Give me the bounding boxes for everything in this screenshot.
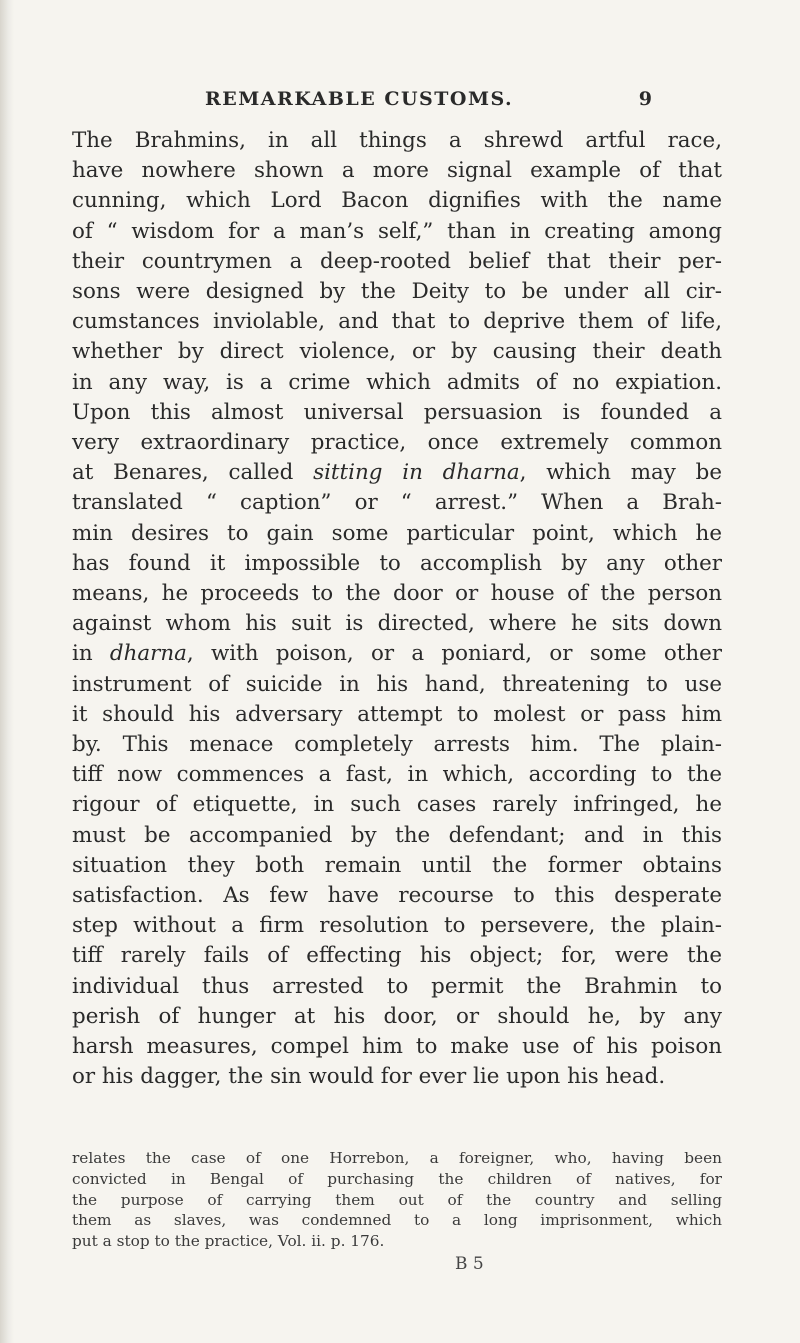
text-line: have nowhere shown a more signal example of that: [72, 158, 722, 184]
text-line: instrument of suicide in his hand, threatening to use: [72, 671, 722, 697]
text-line: The Brahmins, in all things a shrewd artful race,: [72, 128, 722, 153]
text-line: perish of hunger at his door, or should he, by any: [72, 1003, 722, 1029]
text-line: translated “ caption” or “ arrest.” When a Brah-: [72, 490, 722, 516]
text-line: in dharna, with poison, or a poniard, or some other: [72, 641, 722, 667]
text-line: of “ wisdom for a man’s self,” than in creating among: [72, 218, 722, 244]
footnote-line: put a stop to the practice, Vol. ii. p. 176.: [72, 1232, 385, 1251]
footnote-line: convicted in Bengal of purchasing the children of natives, for: [72, 1169, 722, 1188]
text-line: rigour of etiquette, in such cases rarely infringed, he: [72, 792, 722, 818]
text-line: situation they both remain until the former obtains: [72, 852, 722, 878]
text-line: against whom his suit is directed, where he sits down: [72, 611, 722, 637]
text-line: Upon this almost universal persuasion is founded a: [72, 399, 722, 425]
text-line: min desires to gain some particular point, which he: [72, 520, 722, 546]
text-line: tiff now commences a fast, in which, according to the: [72, 762, 722, 788]
main-text: [72, 126, 722, 1093]
text-line: satisfaction. As few have recourse to this desperate: [72, 883, 722, 909]
text-line: sons were designed by the Deity to be under all cir-: [72, 279, 722, 305]
text-line: their countrymen a deep-rooted belief that their per-: [72, 248, 722, 274]
text-line: means, he proceeds to the door or house of the person: [72, 581, 722, 607]
signature-mark: B 5: [455, 1254, 484, 1274]
text-line: by. This menace completely arrests him. The plain-: [72, 732, 722, 758]
text-line: or his dagger, the sin would for ever lie upon his head.: [72, 1064, 666, 1090]
text-line: it should his adversary attempt to molest or pass him: [72, 701, 722, 727]
text-line: harsh measures, compel him to make use of his poison: [72, 1034, 722, 1060]
page-header: [205, 88, 652, 118]
text-line: must be accompanied by the defendant; and in this: [72, 822, 722, 848]
text-line: individual thus arrested to permit the Brahmin to: [72, 973, 722, 999]
text-line: cumstances inviolable, and that to deprive them of life,: [72, 309, 722, 335]
text-line: at Benares, called sitting in dharna, which may be: [72, 460, 723, 486]
text-line: in any way, is a crime which admits of no expiation.: [72, 369, 722, 395]
running-head: REMARKABLE CUSTOMS.: [205, 88, 514, 110]
page-number: 9: [638, 88, 652, 110]
text-line: whether by direct violence, or by causing their death: [72, 339, 722, 365]
footnote-line: the purpose of carrying them out of the country and selling: [72, 1190, 722, 1209]
text-line: very extraordinary practice, once extremely common: [72, 430, 722, 456]
text-line: tiff rarely fails of effecting his object; for, were the: [72, 943, 722, 969]
footnote: [72, 1148, 722, 1252]
text-line: cunning, which Lord Bacon dignifies with the name: [72, 188, 722, 214]
text-line: step without a firm resolution to persevere, the plain-: [72, 913, 722, 939]
text-line: has found it impossible to accomplish by any other: [72, 550, 722, 576]
footnote-line: them as slaves, was condemned to a long imprisonment, which: [72, 1211, 722, 1230]
footnote-line: relates the case of one Horrebon, a foreigner, who, having been: [72, 1149, 722, 1167]
page-edge: [0, 0, 14, 1343]
